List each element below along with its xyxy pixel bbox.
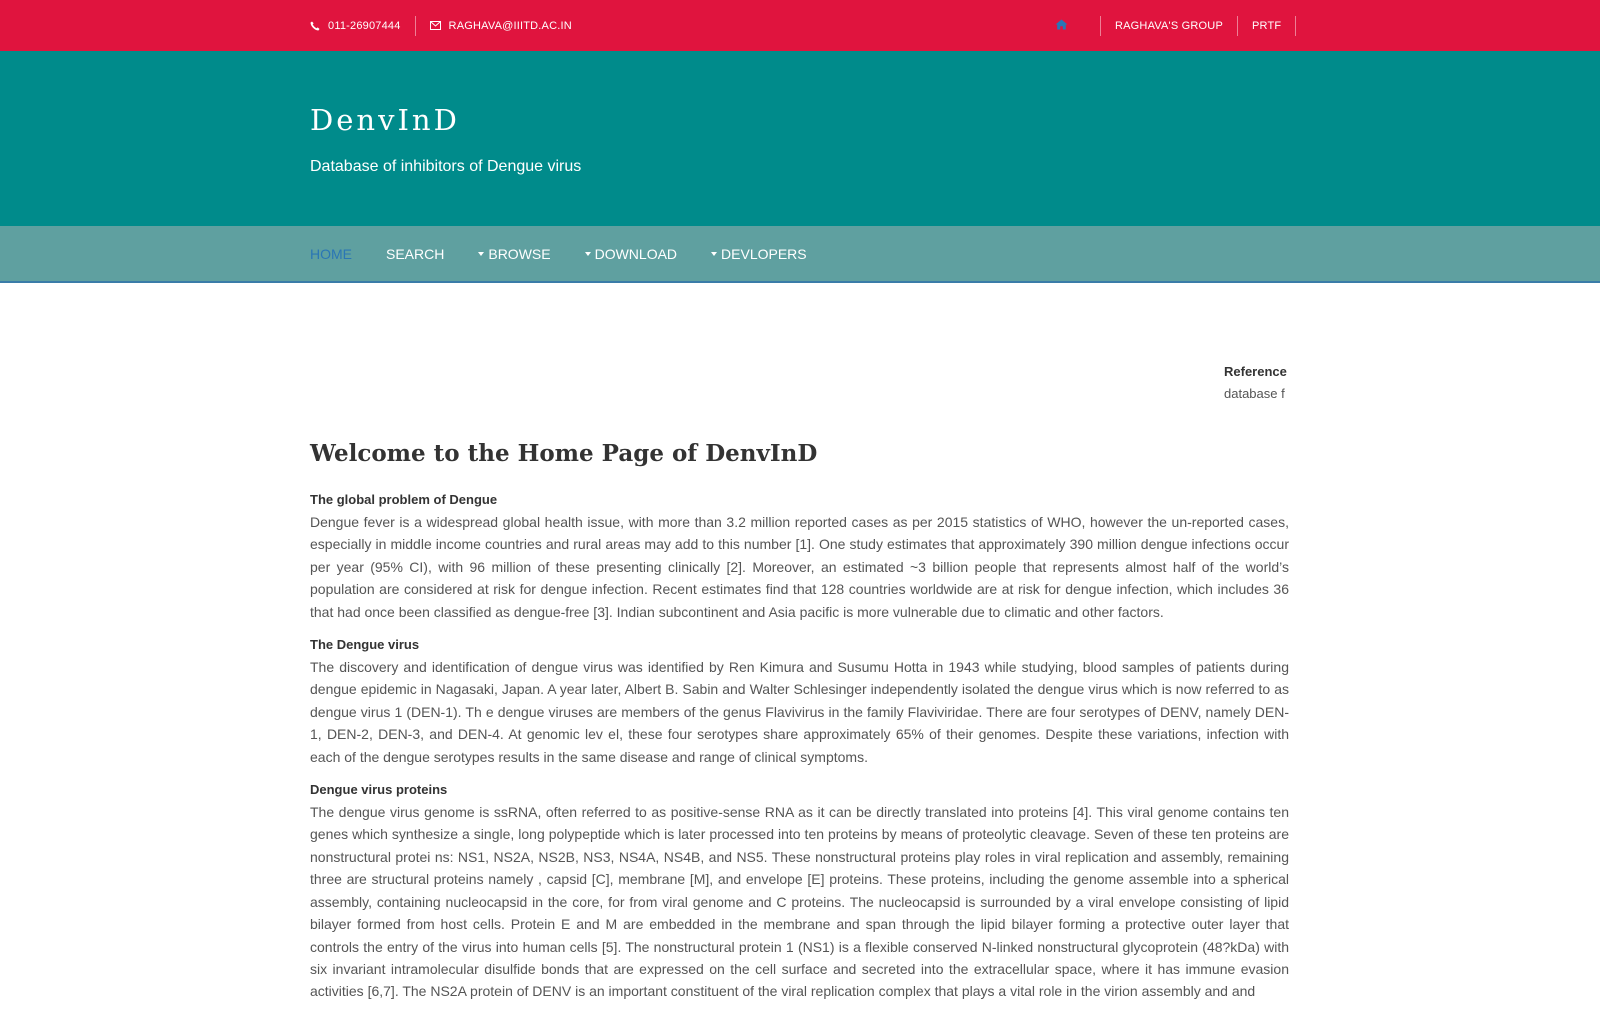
nav-developers[interactable]	[711, 246, 807, 262]
prtf-link[interactable]: PRTF	[1252, 19, 1282, 32]
nav-home-label: HOME	[310, 245, 352, 262]
section-dengue-virus	[310, 637, 1289, 768]
caret-down-icon	[711, 252, 717, 256]
section-title: Dengue virus proteins	[310, 782, 448, 798]
nav-browse[interactable]	[478, 246, 550, 262]
nav-home[interactable]	[310, 246, 352, 262]
top-links	[1036, 0, 1310, 51]
section-title: The global problem of Dengue	[310, 492, 498, 507]
site-title[interactable]: DenvInD	[310, 103, 460, 137]
caret-down-icon	[585, 252, 591, 256]
nav-download-label: DOWNLOAD	[594, 245, 678, 262]
nav-download[interactable]	[585, 246, 677, 262]
nav-search-label: SEARCH	[386, 245, 445, 262]
ticker-text[interactable]: database f	[1224, 386, 1285, 401]
page-heading: Welcome to the Home Page of DenvInD	[310, 440, 818, 467]
section-text: The dengue virus genome is ssRNA, often referred to as positive-sense RNA as it can be directly translated into proteins [4]. This viral genome contains ten genes which synthesize a single, long polypeptide which is later processed into ten proteins by means of proteolytic cleavage. Seven of these ten proteins are nonstructural protei ns: NS1, NS2A, NS2B, NS3, NS4A, NS4B, and NS5. These nonstructural proteins play roles in viral replication and assembly, remaining three are structural proteins namely , capsid [C], membrane [M], and envelope [E] proteins. These proteins, including the genome assemble into a spherical assembly, containing nucleocapsid in the core, for from viral genome and C proteins. The nucleocapsid is surrounded by a viral envelope consisting of lipid bilayer formed from host cells. Protein E and M are embedded in the membrane and span through the lipid bilayer forming a protective outer layer that controls the entry of the virus into human cells [5]. The nonstructural protein 1 (NS1) is a flexible conserved N-linked nonstructural glycoprotein (48?kDa) with six invariant intramolecular disulfide bonds that are expressed on the cell surface and secreted into the extracellular space, where it has immune evasion activities [6,7]. The NS2A protein of DENV is an important constituent of the viral replication complex that plays a vital role in the virion assembly and and	[310, 804, 1289, 1000]
nav-browse-label: BROWSE	[488, 245, 551, 262]
home-icon	[1055, 19, 1068, 33]
section-virus-proteins	[310, 782, 1289, 1003]
main-content	[310, 440, 1289, 1017]
divider	[1295, 16, 1296, 36]
nav-developers-label: DEVLOPERS	[721, 245, 807, 262]
phone-number: 011-26907444	[328, 19, 401, 32]
email-contact[interactable]	[430, 20, 572, 32]
section-global-problem	[310, 492, 1289, 623]
section-text: The discovery and identification of dengue virus was identified by Ren Kimura and Susumu Hotta in 1943 while studying, blood samples of patients during dengue epidemic in Nagasaki, Japan. A year later, Albert B. Sabin and Walter Schlesinger independently isolated the dengue virus which is now referred to as dengue virus 1 (DEN-1). Th e dengue viruses are members of the genus Flavivirus in the family Flaviviridae. There are four serotypes of DENV, namely DEN-1, DEN-2, DEN-3, and DEN-4. At genomic lev el, these four serotypes share approximately 65% of their genomes. Despite these variations, infection with each of the dengue serotypes results in the same disease and range of clinical symptoms.	[310, 659, 1289, 765]
caret-down-icon	[478, 252, 484, 256]
contact-info	[310, 0, 572, 51]
ticker-heading: Reference	[1224, 364, 1287, 379]
home-link[interactable]	[1036, 19, 1086, 33]
divider	[1100, 16, 1101, 36]
section-title: The Dengue virus	[310, 637, 420, 653]
top-bar	[0, 0, 1600, 51]
phone-icon	[310, 21, 320, 31]
divider	[415, 16, 416, 36]
section-text: Dengue fever is a widespread global health issue, with more than 3.2 million reported cases as per 2015 statistics of WHO, however the un-reported cases, especially in middle income countries and rural areas may add to this number [1]. One study estimates that approximately 390 million dengue infections occur per year (95% CI), with 96 million of these presenting clinically [2]. Moreover, an estimated ~3 billion people that represents almost half of the world’s population are considered at risk for dengue infection. Recent estimates find that 128 countries worldwide are at risk for dengue infection, which includes 36 that had once been classified as dengue-free [3]. Indian subcontinent and Asia pacific is more vulnerable due to climatic and other factors.	[310, 514, 1289, 620]
envelope-icon	[430, 21, 441, 30]
divider	[1237, 16, 1238, 36]
site-subtitle: Database of inhibitors of Dengue virus	[310, 158, 582, 175]
reference-ticker	[1224, 364, 1289, 406]
phone-contact	[310, 20, 401, 32]
site-header	[0, 51, 1600, 226]
raghava-group-link[interactable]: RAGHAVA'S GROUP	[1115, 19, 1223, 32]
email-address[interactable]: RAGHAVA@IIITD.AC.IN	[448, 19, 572, 32]
main-nav	[0, 226, 1600, 283]
nav-search[interactable]	[386, 246, 444, 262]
